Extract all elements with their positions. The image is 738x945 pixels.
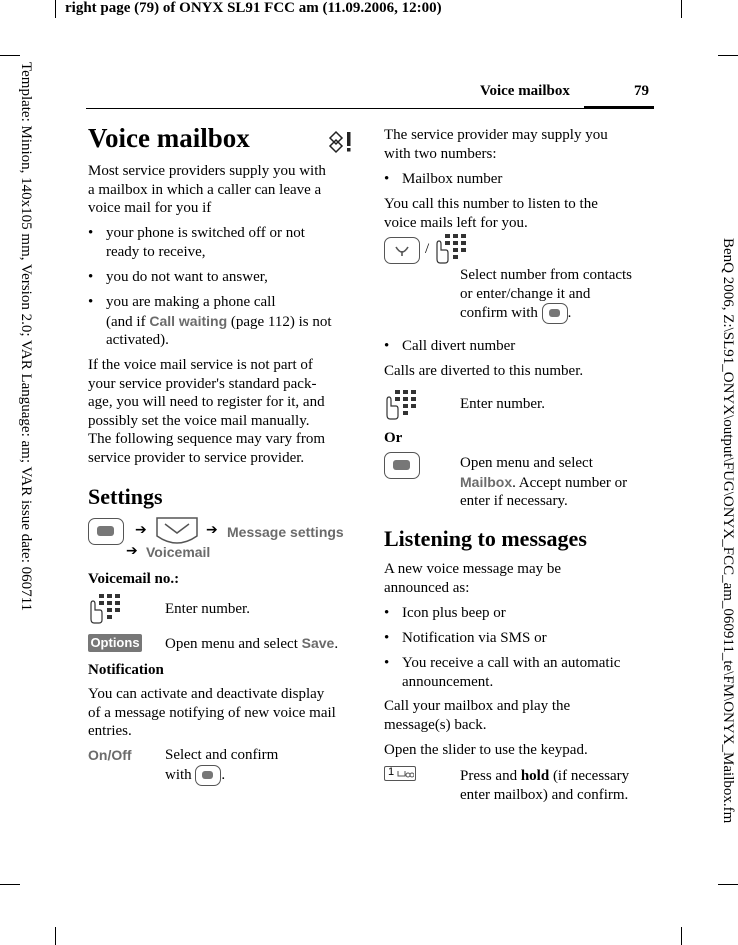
call-paragraph: You call this number to listen to the voice mails left for you. (384, 196, 598, 231)
arrow-icon: ➔ (206, 522, 218, 538)
menu-key-icon (384, 452, 420, 479)
on-off-label: On/Off (88, 747, 132, 763)
menu-path-message-settings: Message settings (227, 524, 344, 540)
provider-paragraph: The service provider may supply you with two numbers: (384, 127, 608, 162)
notification-heading: Notification (88, 662, 164, 678)
call-mailbox-paragraph: Call your mailbox and play the message(s) back. (384, 698, 571, 733)
crop-note: right page (79) of ONYX SL91 FCC am (11.09.2006, 12:00) (65, 0, 442, 16)
notification-paragraph: You can activate and deactivate display of a message notifying of new voice mail entries. (88, 686, 336, 739)
or-label: Or (384, 430, 403, 446)
crop-mark (681, 927, 682, 945)
messages-key-icon (155, 516, 199, 546)
provider-dependent-icon (326, 130, 354, 154)
open-menu-mailbox-text: Open menu and select Mailbox. Accept number or enter if necessary. (460, 455, 628, 509)
crop-mark (55, 927, 56, 945)
arrow-icon: ➔ (135, 522, 147, 538)
settings-heading: Settings (88, 484, 163, 509)
side-text-left: Template: Minion, 140x105 mm, Version 2.0; VAR Language: am; VAR issue date: 060711 (18, 62, 34, 612)
crop-mark (0, 884, 20, 885)
crop-mark (55, 0, 56, 18)
listening-heading: Listening to messages (384, 526, 587, 551)
keypad-icon (434, 232, 466, 264)
running-header-section: Voice mailbox (480, 83, 570, 99)
page-title: Voice mailbox (88, 123, 250, 153)
announce-paragraph: A new voice message may be announced as: (384, 561, 562, 596)
side-text-right: BenQ 2006, Z:\SL91_ONYX\output\FUG\ONYX_FCC_am_060911_te\FM\ONYX_Mailbox.fm (720, 238, 736, 824)
menu-key-icon (195, 765, 221, 786)
crop-mark (681, 0, 682, 18)
keypad-icon (384, 388, 416, 420)
intro-paragraph: Most service providers supply you with a mailbox in which a caller can leave a voice mail for you if (88, 163, 326, 216)
keypad-icon (88, 592, 120, 624)
menu-path-voicemail: Voicemail (146, 544, 211, 560)
header-rule (86, 108, 654, 109)
call-waiting-ref: Call waiting (149, 312, 228, 329)
register-paragraph: If the voice mail service is not part of your service provider's standard pack- age, you will need to register for it, and possibly set the voice mail manually. The following sequence may vary from service provider to service provider. (88, 357, 326, 466)
menu-key-icon (542, 303, 568, 324)
enter-number-text: Enter number. (460, 396, 545, 412)
key-1-icon: 1 (384, 766, 416, 781)
contacts-key-icon (384, 237, 420, 264)
crop-mark (0, 55, 20, 56)
crop-mark (718, 884, 738, 885)
page-number: 79 (634, 83, 649, 99)
select-confirm-text: Select and confirm with . (165, 746, 278, 786)
slash-separator: / (425, 241, 430, 257)
voicemail-no-label: Voicemail no.: (88, 571, 180, 587)
press-hold-text: Press and hold (if necessary enter mailbox) and confirm. (460, 768, 630, 803)
open-slider-paragraph: Open the slider to use the keypad. (384, 742, 588, 758)
open-menu-save-text: Open menu and select Save. (165, 635, 339, 652)
divert-paragraph: Calls are diverted to this number. (384, 363, 584, 379)
enter-number-text: Enter number. (165, 601, 250, 617)
select-number-text: Select number from contacts or enter/change it and confirm with . (460, 266, 632, 324)
menu-key-icon (88, 518, 124, 545)
options-key: Options (88, 634, 142, 652)
arrow-icon: ➔ (126, 543, 138, 559)
header-rule-thick (584, 106, 654, 109)
crop-mark (718, 55, 738, 56)
